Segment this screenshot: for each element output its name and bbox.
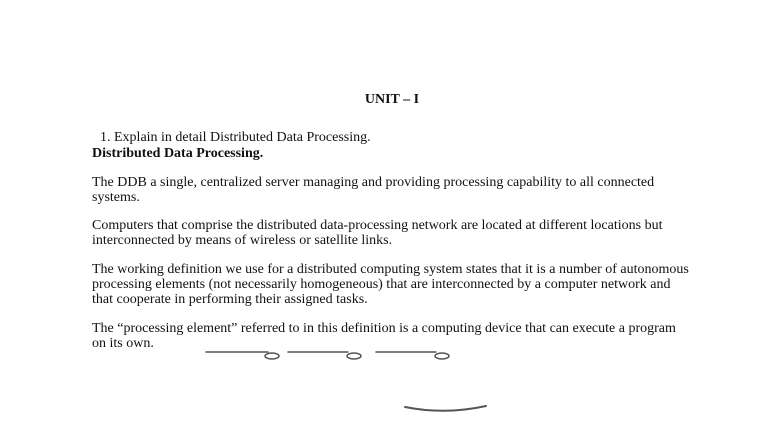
paragraph-2: Computers that comprise the distributed data-processing network are located at different locations but interconnected by means of wireless or satellite links. [92, 218, 663, 248]
paragraph-1: The DDB a single, centralized server managing and providing processing capability to all connected systems. [92, 175, 655, 205]
section-heading: Distributed Data Processing. [92, 146, 264, 161]
unit-title: UNIT – I [364, 92, 420, 107]
paragraph-4: The “processing element” referred to in this definition is a computing device that can execute a program on its own. [92, 321, 676, 351]
loop-1 [265, 353, 279, 359]
curve-stroke [405, 406, 486, 411]
question-text: 1. Explain in detail Distributed Data Processing. [100, 130, 371, 145]
loop-3 [435, 353, 449, 359]
paragraph-3: The working definition we use for a distributed computing system states that it is a number of autonomous processing elements (not necessarily homogeneous) that are interconnected by a computer network and that cooperate in performing their assigned tasks. [92, 262, 689, 307]
loop-2 [347, 353, 361, 359]
